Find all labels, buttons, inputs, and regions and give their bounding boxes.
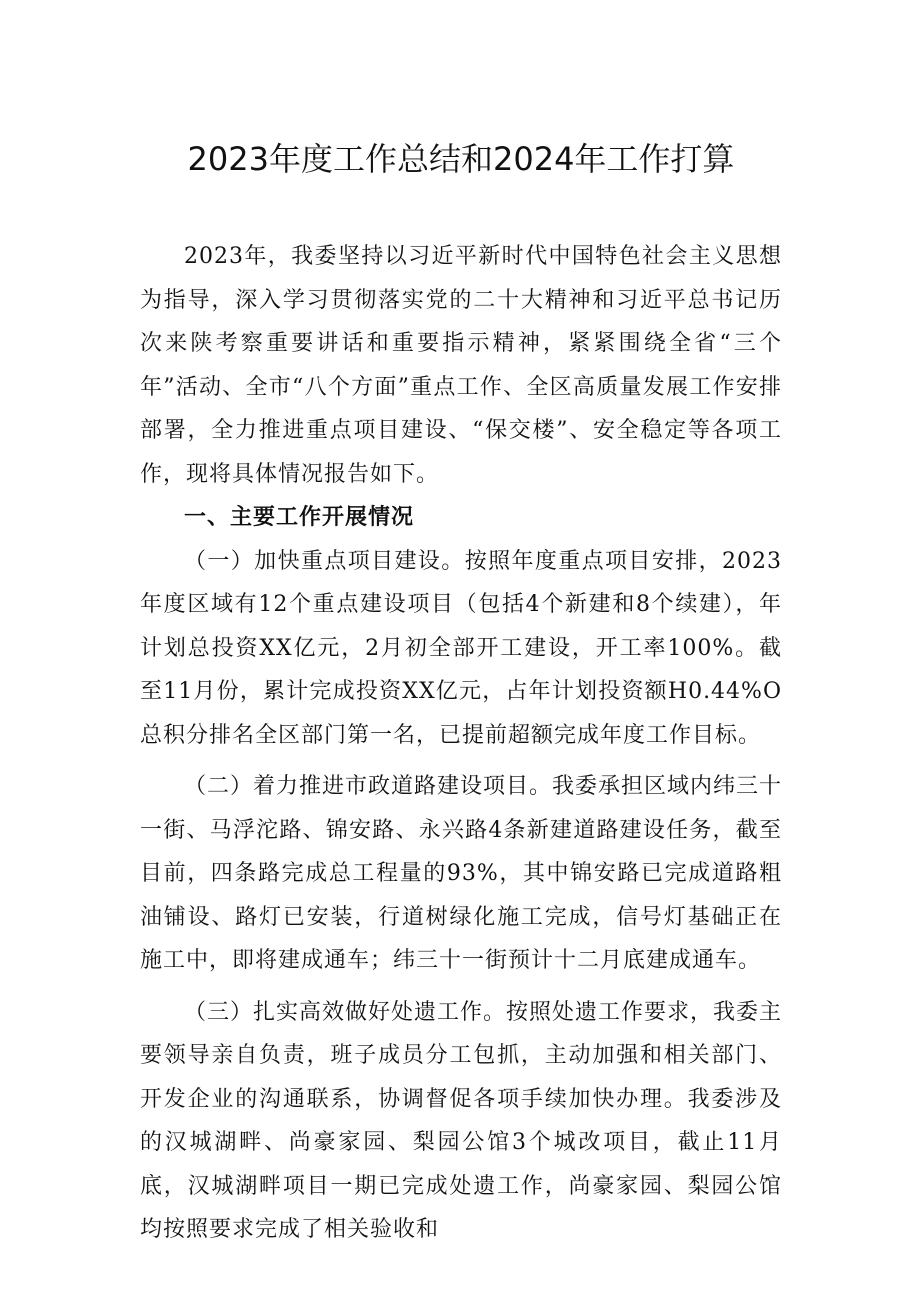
paragraph-gap	[140, 983, 782, 991]
paragraph-road-construction: （二）着力推进市政道路建设项目。我委承担区域内纬三十一街、马浮沱路、锦安路、永兴路4条新建道路建设任务，截至目前，四条路完成总工程量的93%，其中锦安路已完成道路粗油铺设、路灯已安装，行道树绿化施工完成，信号灯基础正在施工中，即将建成通车；纬三十一街预计十二月底建成通车。	[140, 774, 783, 973]
document-body	[140, 235, 782, 1252]
paragraph-gap	[140, 757, 782, 765]
intro-paragraph: 2023年，我委坚持以习近平新时代中国特色社会主义思想为指导，深入学习贯彻落实党的二十大精神和习近平总书记历次来陕考察重要讲话和重要指示精神，紧紧围绕全省“三个年”活动、全市“八个方面”重点工作、全区高质量发展工作安排部署，全力推进重点项目建设、“保交楼”、安全稳定等各项工作，现将具体情况报告如下。	[140, 244, 782, 487]
document-title: 2023年度工作总结和2024年工作打算	[187, 140, 735, 178]
paragraph-key-projects: （一）加快重点项目建设。按照年度重点项目安排，2023年度区域有12个重点建设项目（包括4个新建和8个续建），年计划总投资XX亿元，2月初全部开工建设，开工率100%。截至11月份，累计完成投资XX亿元，占年计划投资额H0.44%O总积分排名全区部门第一名，已提前超额完成年度工作目标。	[140, 548, 782, 748]
paragraph-legacy-work: （三）扎实高效做好处遗工作。按照处遗工作要求，我委主要领导亲自负责，班子成员分工包抓，主动加强和相关部门、开发企业的沟通联系，协调督促各项手续加快办理。我委涉及的汉城湖畔、尚豪家园、梨园公馆3个城改项目，截止11月底，汉城湖畔项目一期已完成处遗工作，尚豪家园、梨园公馆均按照要求完成了相关验收和	[140, 999, 783, 1242]
section-heading: 一、主要工作开展情况	[184, 505, 415, 530]
